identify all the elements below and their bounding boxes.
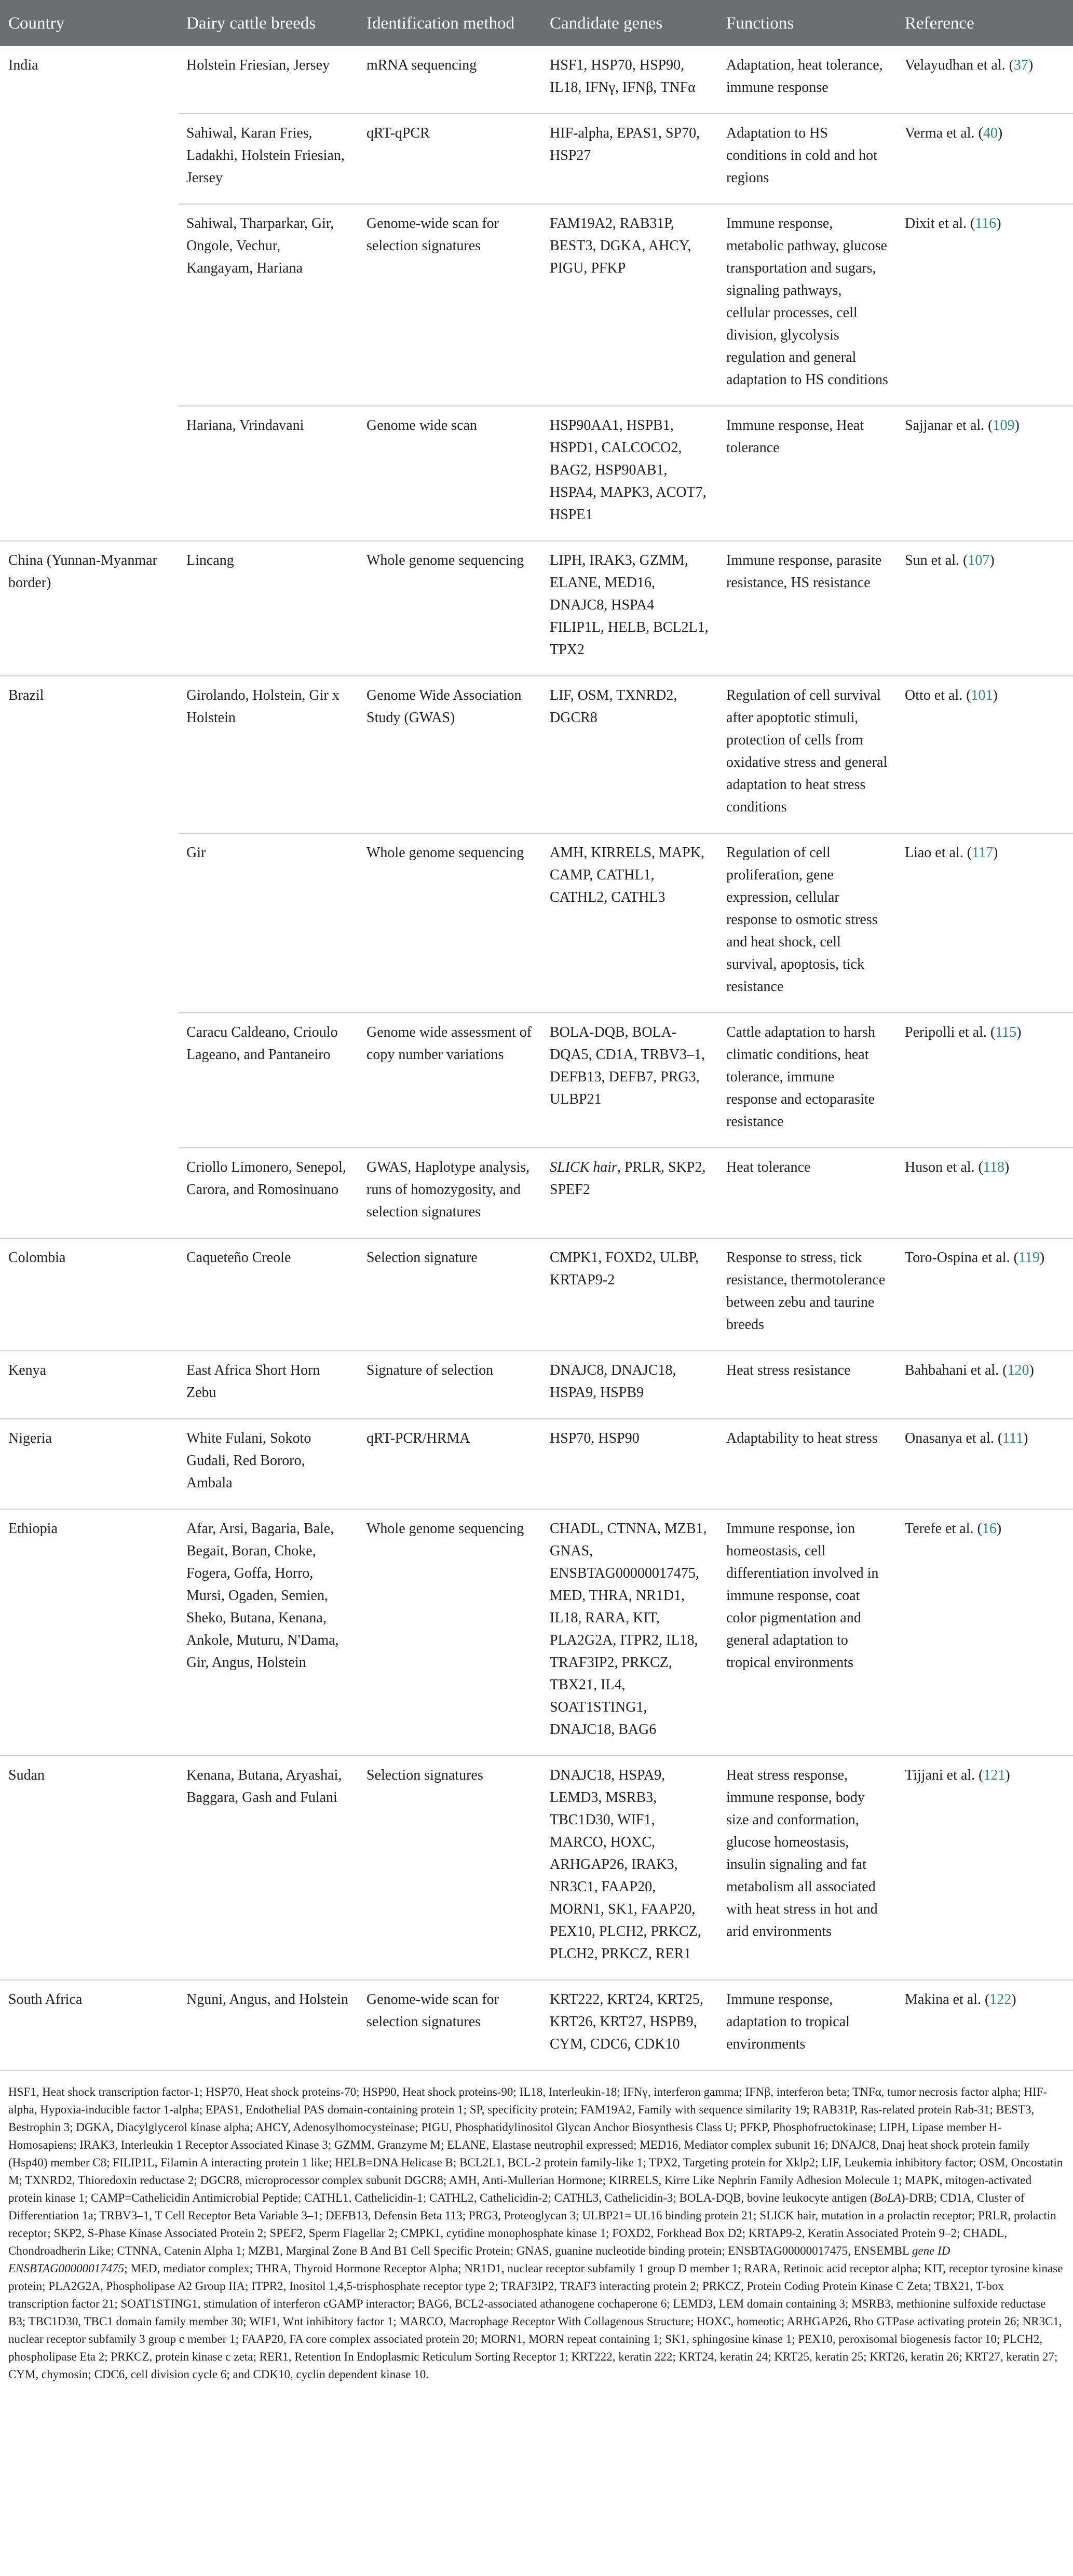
reference-link[interactable]: 120 <box>1007 1362 1029 1378</box>
cell-reference <box>897 1980 1073 2070</box>
cell-genes: FAM19A2, RAB31P, BEST3, DGKA, AHCY, PIGU, PFKP <box>541 204 718 406</box>
reference-close: ) <box>993 687 998 703</box>
cell-breeds: East Africa Short Horn Zebu <box>178 1351 358 1419</box>
reference-author: Sajjanar et al. ( <box>905 417 993 433</box>
cell-functions: Regulation of cell survival after apoptotic stimuli, protection of cells from oxidative stress and general adaptation to heat stress conditions <box>718 676 897 833</box>
cell-reference <box>897 204 1073 406</box>
cell-reference <box>897 1238 1073 1351</box>
cell-method: Genome Wide Association Study (GWAS) <box>358 676 541 833</box>
footnote-italic: gene ID ENSBTAG00000017475 <box>8 2244 950 2275</box>
table-row <box>0 1351 1073 1419</box>
reference-author: Otto et al. ( <box>905 687 971 703</box>
cell-method: Whole genome sequencing <box>358 541 541 676</box>
reference-link[interactable]: 37 <box>1013 57 1028 73</box>
cell-method: Selection signature <box>358 1238 541 1351</box>
cell-country: Kenya <box>0 1351 178 1419</box>
cell-genes: HSF1, HSP70, HSP90, IL18, IFNγ, IFNβ, TNFα <box>541 46 718 114</box>
cell-functions: Regulation of cell proliferation, gene expression, cellular response to osmotic stress and heat shock, cell survival, apoptosis, tick resistance <box>718 833 897 1013</box>
cell-country: India <box>0 46 178 541</box>
cell-breeds: Sahiwal, Tharparkar, Gir, Ongole, Vechur, Kangayam, Hariana <box>178 204 358 406</box>
cell-genes <box>541 1148 718 1238</box>
reference-close: ) <box>1016 1024 1022 1040</box>
cell-country: China (Yunnan-Myanmar border) <box>0 541 178 676</box>
cell-method: Genome-wide scan for selection signatures <box>358 1980 541 2070</box>
reference-link[interactable]: 107 <box>968 552 990 568</box>
reference-author: Makina et al. ( <box>905 1991 990 2008</box>
cell-genes: AMH, KIRRELS, MAPK, CAMP, CATHL1, CATHL2, CATHL3 <box>541 833 718 1013</box>
table-row <box>0 1419 1073 1509</box>
cell-method: Signature of selection <box>358 1351 541 1419</box>
cell-method: qRT-qPCR <box>358 114 541 204</box>
cell-reference <box>897 676 1073 833</box>
reference-close: ) <box>996 1521 1002 1537</box>
reference-link[interactable]: 122 <box>989 1991 1012 2008</box>
cell-genes: CMPK1, FOXD2, ULBP, KRTAP9-2 <box>541 1238 718 1351</box>
header-reference: Reference <box>897 0 1073 46</box>
cell-functions: Adaptability to heat stress <box>718 1419 897 1509</box>
cell-reference <box>897 1419 1073 1509</box>
cell-breeds: White Fulani, Sokoto Gudali, Red Bororo, Ambala <box>178 1419 358 1509</box>
reference-author: Toro-Ospina et al. ( <box>905 1250 1018 1266</box>
cell-method: mRNA sequencing <box>358 46 541 114</box>
cell-genes: DNAJC18, HSPA9, LEMD3, MSRB3, TBC1D30, WIF1, MARCO, HOXC, ARHGAP26, IRAK3, NR3C1, FAAP20, MORN1, SK1, FAAP20, PEX10, PLCH2, PRKCZ, PLCH2, PRKCZ, RER1 <box>541 1756 718 1980</box>
cell-method: Genome wide scan <box>358 406 541 541</box>
cell-breeds: Criollo Limonero, Senepol, Carora, and Romosinuano <box>178 1148 358 1238</box>
reference-link[interactable]: 111 <box>1002 1430 1024 1446</box>
cell-genes: KRT222, KRT24, KRT25, KRT26, KRT27, HSPB9, CYM, CDC6, CDK10 <box>541 1980 718 2070</box>
cell-genes: CHADL, CTNNA, MZB1, GNAS, ENSBTAG00000017475, MED, THRA, NR1D1, IL18, RARA, KIT, PLA2G2A, ITPR2, IL18, TRAF3IP2, PRKCZ, TBX21, IL4, SOAT1STING1, DNAJC18, BAG6 <box>541 1509 718 1756</box>
cell-genes: LIPH, IRAK3, GZMM, ELANE, MED16, DNAJC8, HSPA4 FILIP1L, HELB, BCL2L1, TPX2 <box>541 541 718 676</box>
table-row <box>0 1980 1073 2070</box>
cell-functions: Immune response, metabolic pathway, glucose transportation and sugars, signaling pathways, cellular processes, cell division, glycolysis regulation and general adaptation to HS conditions <box>718 204 897 406</box>
table-footnote <box>0 2071 1073 2383</box>
reference-author: Terefe et al. ( <box>905 1521 982 1537</box>
reference-author: Huson et al. ( <box>905 1159 983 1175</box>
cell-reference <box>897 406 1073 541</box>
footnote-text: ; MED, mediator complex; THRA, Thyroid Hormone Receptor Alpha; NR1D1, nuclear receptor subfamily 1 group D member 1; RARA, Retinoic acid receptor alpha; KIT, receptor tyrosine kinase protein; PLA2G2A, Phospholipase A2 Group IIA; ITPR2, Inositol 1,4,5-trisphosphate receptor type 2; TRAF3IP2, TRAF3 interacting protein 2; PRKCZ, Protein Coding Protein Kinase C Zeta; TBX21, T-box transcription factor 21; SOAT1STING1, stimulation of interferon cGAMP interactor; BAG6, BCL2-associated athanogene cochaperone 6; LEMD3, LEM domain containing 3; MSRB3, methionine sulfoxide reductase B3; TBC1D30, TBC1 domain family member 30; WIF1, Wnt inhibitory factor 1; MARCO, Macrophage Receptor With Collagenous Structure; HOXC, homeotic; ARHGAP26, Rho GTPase activating protein 26; NR3C1, nuclear receptor subfamily 3 group c member 1; FAAP20, FA core complex associated protein 20; MORN1, MORN repeat containing 1; SK1, sphingosine kinase 1; PEX10, peroxisomal biogenesis factor 10; PLCH2, phospholipase Eta 2; PRKCZ, protein kinase c zeta; RER1, Retention In Endoplasmic Reticulum Sorting Receptor 1; KRT222, keratin 222; KRT24, keratin 24; KRT25, keratin 25; KRT26, keratin 26; KRT27, keratin 27; CYM, chymosin; CDC6, cell division cycle 6; and CDK10, cyclin dependent kinase 10. <box>8 2262 1063 2381</box>
cell-method: Genome-wide scan for selection signatures <box>358 204 541 406</box>
cell-reference <box>897 833 1073 1013</box>
table-row <box>0 1756 1073 1980</box>
genes-italic: SLICK hair <box>550 1159 617 1175</box>
table-row <box>0 1509 1073 1756</box>
reference-link[interactable]: 16 <box>982 1521 997 1537</box>
cell-reference <box>897 1148 1073 1238</box>
reference-author: Onasanya et al. ( <box>905 1430 1003 1446</box>
reference-link[interactable]: 118 <box>983 1159 1004 1175</box>
reference-link[interactable]: 119 <box>1018 1250 1040 1266</box>
cell-breeds: Caracu Caldeano, Crioulo Lageano, and Pantaneiro <box>178 1013 358 1148</box>
cell-functions: Immune response, ion homeostasis, cell differentiation involved in immune response, coat color pigmentation and general adaptation to tropical environments <box>718 1509 897 1756</box>
reference-link[interactable]: 121 <box>983 1767 1006 1783</box>
cell-functions: Heat stress resistance <box>718 1351 897 1419</box>
cell-breeds: Gir <box>178 833 358 1013</box>
cell-genes: HIF-alpha, EPAS1, SP70, HSP27 <box>541 114 718 204</box>
cell-reference <box>897 1509 1073 1756</box>
cell-functions: Immune response, Heat tolerance <box>718 406 897 541</box>
reference-close: ) <box>1023 1430 1028 1446</box>
cell-country: South Africa <box>0 1980 178 2070</box>
reference-author: Verma et al. ( <box>905 125 983 141</box>
reference-close: ) <box>996 215 1001 232</box>
cell-method: qRT-PCR/HRMA <box>358 1419 541 1509</box>
cell-reference <box>897 1756 1073 1980</box>
reference-close: ) <box>1005 1767 1010 1783</box>
reference-link[interactable]: 40 <box>983 125 998 141</box>
cell-reference <box>897 1351 1073 1419</box>
header-row <box>0 0 1073 46</box>
reference-link[interactable]: 117 <box>972 845 994 861</box>
cell-functions: Adaptation, heat tolerance, immune response <box>718 46 897 114</box>
reference-close: ) <box>1011 1991 1016 2008</box>
cell-genes: HSP90AA1, HSPB1, HSPD1, CALCOCO2, BAG2, HSP90AB1, HSPA4, MAPK3, ACOT7, HSPE1 <box>541 406 718 541</box>
reference-close: ) <box>997 125 1003 141</box>
cell-country: Nigeria <box>0 1419 178 1509</box>
reference-link[interactable]: 101 <box>971 687 993 703</box>
reference-author: Peripolli et al. ( <box>905 1024 996 1040</box>
cell-breeds: Holstein Friesian, Jersey <box>178 46 358 114</box>
header-country: Country <box>0 0 178 46</box>
reference-author: Tijjani et al. ( <box>905 1767 984 1783</box>
cell-functions: Adaptation to HS conditions in cold and hot regions <box>718 114 897 204</box>
header-method: Identification method <box>358 0 541 46</box>
genes-text: , PRLR, SKP2, SPEF2 <box>550 1159 706 1198</box>
cell-breeds: Kenana, Butana, Aryashai, Baggara, Gash and Fulani <box>178 1756 358 1980</box>
cell-country: Ethiopia <box>0 1509 178 1756</box>
cell-method: Whole genome sequencing <box>358 1509 541 1756</box>
reference-close: ) <box>993 845 998 861</box>
reference-author: Dixit et al. ( <box>905 215 975 232</box>
reference-close: ) <box>989 552 995 568</box>
cell-breeds: Girolando, Holstein, Gir x Holstein <box>178 676 358 833</box>
cell-functions: Immune response, parasite resistance, HS resistance <box>718 541 897 676</box>
reference-close: ) <box>1004 1159 1010 1175</box>
cell-breeds: Caqueteño Creole <box>178 1238 358 1351</box>
cell-functions: Heat stress response, immune response, body size and conformation, glucose homeostasis, insulin signaling and fat metabolism all associated with heat stress in hot and arid environments <box>718 1756 897 1980</box>
reference-author: Velayudhan et al. ( <box>905 57 1014 73</box>
footnote-italic: BoLA <box>874 2191 901 2204</box>
table-row <box>0 1238 1073 1351</box>
table-row <box>0 46 1073 114</box>
reference-close: ) <box>1014 417 1020 433</box>
reference-author: Liao et al. ( <box>905 845 972 861</box>
reference-link[interactable]: 116 <box>975 215 997 232</box>
reference-link[interactable]: 109 <box>993 417 1015 433</box>
reference-close: ) <box>1029 1362 1034 1378</box>
cell-country: Colombia <box>0 1238 178 1351</box>
cell-reference <box>897 114 1073 204</box>
reference-close: ) <box>1039 1250 1045 1266</box>
reference-close: ) <box>1028 57 1034 73</box>
cell-breeds: Nguni, Angus, and Holstein <box>178 1980 358 2070</box>
cell-country: Brazil <box>0 676 178 1238</box>
cell-genes: HSP70, HSP90 <box>541 1419 718 1509</box>
cell-country: Sudan <box>0 1756 178 1980</box>
cell-method: Selection signatures <box>358 1756 541 1980</box>
table-row <box>0 676 1073 833</box>
cell-breeds: Sahiwal, Karan Fries, Ladakhi, Holstein Friesian, Jersey <box>178 114 358 204</box>
cell-genes: DNAJC8, DNAJC18, HSPA9, HSPB9 <box>541 1351 718 1419</box>
cell-genes: LIF, OSM, TXNRD2, DGCR8 <box>541 676 718 833</box>
footnote-text: HSF1, Heat shock transcription factor-1; HSP70, Heat shock proteins-70; HSP90, Heat shock proteins-90; IL18, Interleukin-18; IFNγ, interferon gamma; IFNβ, interferon beta; TNFα, tumor necrosis factor alpha; HIF-alpha, Hypoxia-inducible factor 1-alpha; EPAS1, Endothelial PAS domain-containing protein 1; SP, specificity protein; FAM19A2, Family with sequence similarity 19; RAB31P, Ras-related protein Rab-31; BEST3, Bestrophin 3; DGKA, Diacylglycerol kinase alpha; AHCY, Adenosylhomocysteinase; PIGU, Phosphatidylinositol Glycan Anchor Biosynthesis Class U; PFKP, Phosphofructokinase; LIPH, Lipase member H-Homosapiens; IRAK3, Interleukin 1 Receptor Associated Kinase 3; GZMM, Granzyme M; ELANE, Elastase neutrophil expressed; MED16, Mediator complex subunit 16; DNAJC8, Dnaj heat shock protein family (Hsp40) member C8; FILIP1L, Filamin A interacting protein 1 like; HELB=DNA Helicase B; BCL2L1, BCL-2 protein family-like 1; TPX2, Targeting protein for Xklp2; LIF, Leukemia inhibitory factor; OSM, Oncostatin M; TXNRD2, Thioredoxin reductase 2; DGCR8, microprocessor complex subunit DGCR8; AMH, Anti-Mullerian Hormone; KIRRELS, Kirre Like Nephrin Family Adhesion Molecule 1; MAPK, mitogen-activated protein kinase 1; CAMP=Cathelicidin Antimicrobial Peptide; CATHL1, Cathelicidin-1; CATHL2, Cathelicidin-2; CATHL3, Cathelicidin-3; BOLA-DQB, bovine leukocyte antigen ( <box>8 2085 1063 2204</box>
cell-functions: Response to stress, tick resistance, thermotolerance between zebu and taurine breeds <box>718 1238 897 1351</box>
cell-functions: Immune response, adaptation to tropical environments <box>718 1980 897 2070</box>
header-breeds: Dairy cattle breeds <box>178 0 358 46</box>
cell-reference <box>897 46 1073 114</box>
cell-breeds: Hariana, Vrindavani <box>178 406 358 541</box>
cell-method: GWAS, Haplotype analysis, runs of homozygosity, and selection signatures <box>358 1148 541 1238</box>
cell-breeds: Afar, Arsi, Bagaria, Bale, Begait, Boran, Choke, Fogera, Goffa, Horro, Mursi, Ogaden, Semien, Sheko, Butana, Kenana, Ankole, Muturu, N'Dama, Gir, Angus, Holstein <box>178 1509 358 1756</box>
reference-link[interactable]: 115 <box>995 1024 1017 1040</box>
reference-author: Sun et al. ( <box>905 552 968 568</box>
cell-functions: Cattle adaptation to harsh climatic conditions, heat tolerance, immune response and ectoparasite resistance <box>718 1013 897 1148</box>
cell-functions: Heat tolerance <box>718 1148 897 1238</box>
reference-author: Bahbahani et al. ( <box>905 1362 1008 1378</box>
cell-method: Whole genome sequencing <box>358 833 541 1013</box>
cell-genes: BOLA-DQB, BOLA-DQA5, CD1A, TRBV3–1, DEFB13, DEFB7, PRG3, ULBP21 <box>541 1013 718 1148</box>
footnote-text: )-DRB; CD1A, Cluster of Differentiation 1a; TRBV3–1, T Cell Receptor Beta Variable 3–1; DEFB13, Defensin Beta 113; PRG3, Proteoglycan 3; ULBP21= UL16 binding protein 21; SLICK hair, mutation in a prolactin receptor; PRLR, prolactin receptor; SKP2, S-Phase Kinase Associated Protein 2; SPEF2, Sperm Flagellar 2; CMPK1, cytidine monophosphate kinase 1; FOXD2, Forkhead Box D2; KRTAP9-2, Keratin Associated Protein 9–2; CHADL, Chondroadherin Like; CTNNA, Catenin Alpha 1; MZB1, Marginal Zone B And B1 Cell Specific Protein; GNAS, guanine nucleotide binding protein; ENSBTAG00000017475, ENSEMBL <box>8 2191 1056 2257</box>
cell-breeds: Lincang <box>178 541 358 676</box>
header-functions: Functions <box>718 0 897 46</box>
table-row <box>0 541 1073 676</box>
header-genes: Candidate genes <box>541 0 718 46</box>
cell-reference <box>897 1013 1073 1148</box>
cell-method: Genome wide assessment of copy number variations <box>358 1013 541 1148</box>
cell-reference <box>897 541 1073 676</box>
